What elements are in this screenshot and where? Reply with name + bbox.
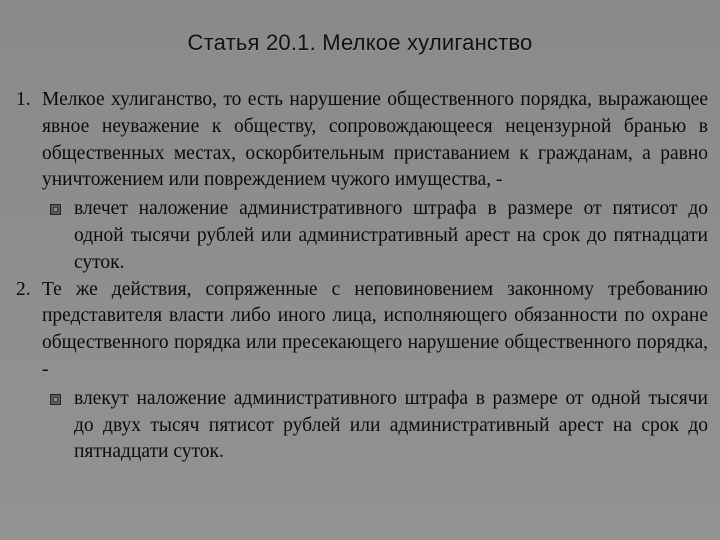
list-item-2 (16, 277, 708, 384)
sub-item-text: влечет наложение административного штрафа в размере от пятисот до одной тысячи рублей или административный арест на срок до пятнадцати суток. (74, 198, 708, 273)
sub-item-2 (16, 386, 708, 466)
article-body (16, 87, 708, 466)
list-item-1 (16, 87, 708, 194)
page-title: Статья 20.1. Мелкое хулиганство (187, 30, 533, 55)
square-bullet-icon (50, 394, 61, 405)
sub-item-text: влекут наложение административного штрафа в размере от одной тысячи до двух тысяч пятисот рублей или административный арест на срок до пятнадцати суток. (74, 387, 708, 463)
item-text: Мелкое хулиганство, то есть нарушение общественного порядка, выражающее явное неуважение к обществу, сопровождающееся нецензурной бранью в общественных местах, оскорбительным приставанием к гражданам, а равно уничтожением или повреждением чужого имущества, - (42, 89, 708, 191)
item-number: 2. (16, 278, 31, 300)
square-bullet-icon (50, 204, 61, 215)
sub-item-1 (16, 196, 708, 276)
item-number: 1. (16, 89, 31, 110)
item-text: Те же действия, сопряженные с неповиновением законному требованию представителя власти либо иного лица, исполняющего обязанности по охране общественного порядка или пресекающего нарушение общественного порядка, - (42, 278, 708, 380)
